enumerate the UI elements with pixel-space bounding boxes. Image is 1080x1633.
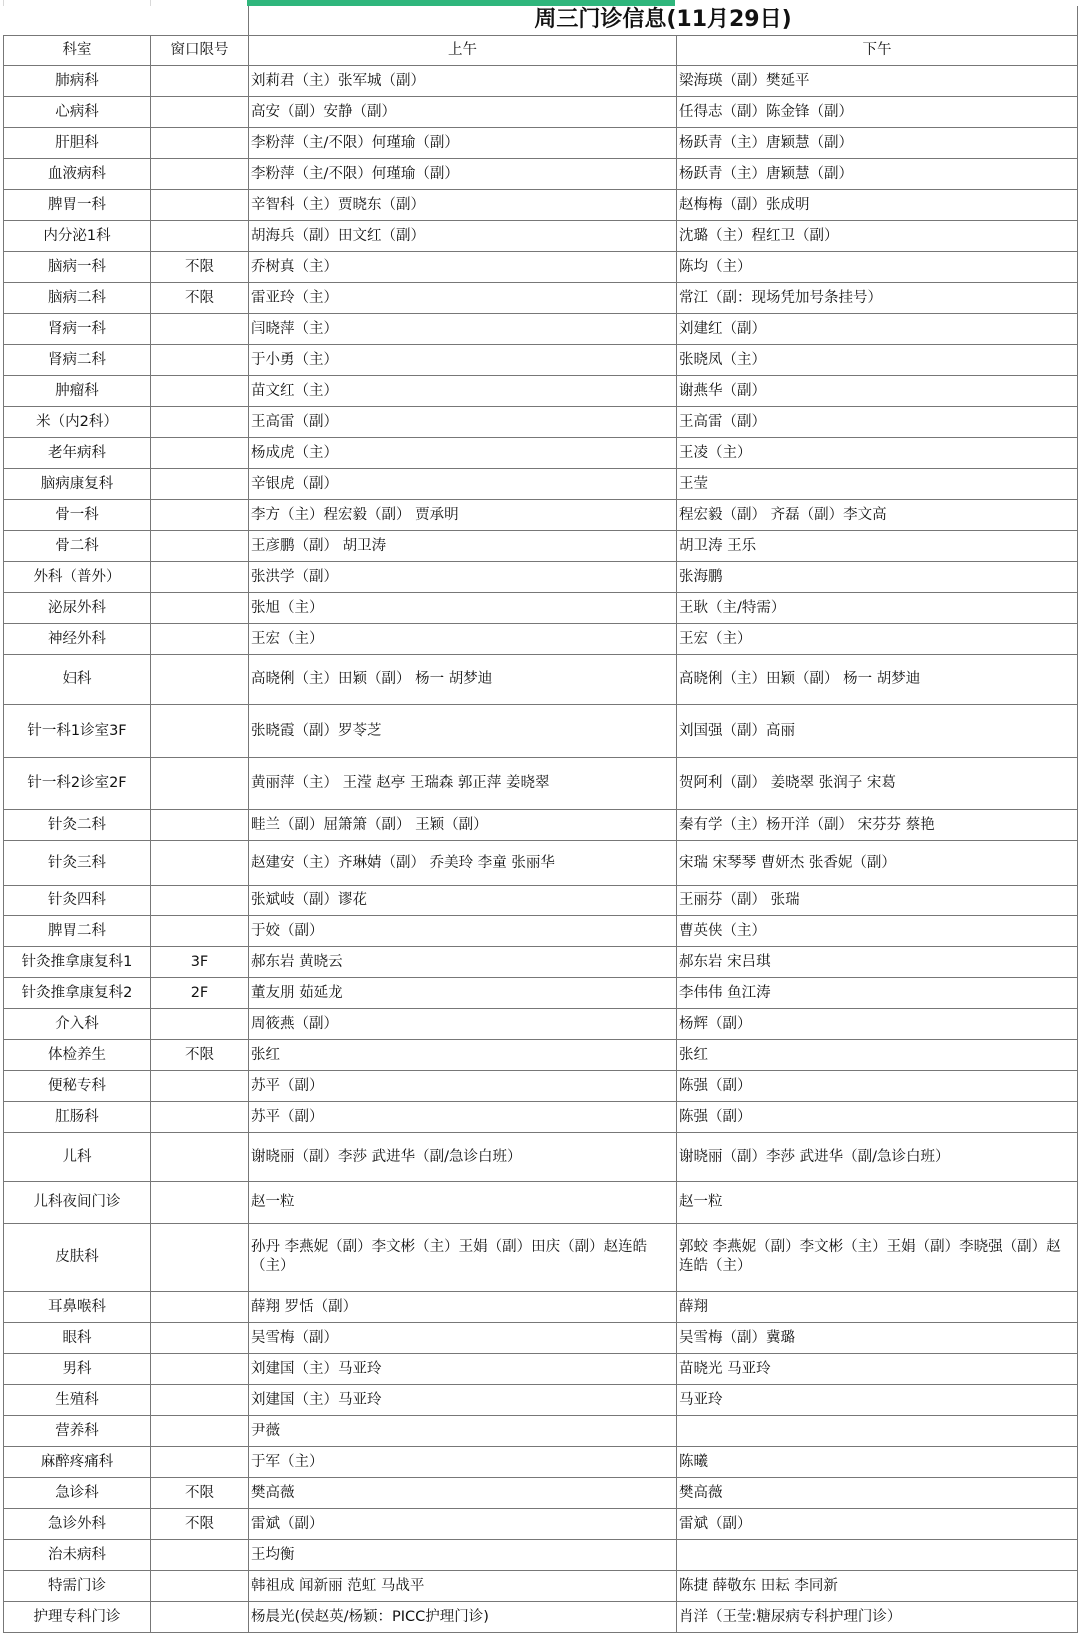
am-cell: 吴雪梅（副） [249,1322,677,1353]
title-blank-cell [4,6,151,35]
dept-cell: 针一科2诊室2F [4,757,151,809]
dept-cell: 泌尿外科 [4,592,151,623]
table-row [4,375,1078,406]
limit-cell [151,1539,249,1570]
pm-cell: 高晓俐（主）田颖（副） 杨一 胡梦迪 [677,654,1078,704]
am-cell: 李粉萍（主/不限）何瑾瑜（副） [249,127,677,158]
limit-cell [151,530,249,561]
am-cell: 赵建安（主）齐琳婧（副） 乔美玲 李童 张丽华 [249,840,677,885]
dept-cell: 肺病科 [4,65,151,96]
table-row [4,189,1078,220]
pm-cell: 沈璐（主）程红卫（副） [677,220,1078,251]
am-cell: 张斌岐（副）谬花 [249,885,677,915]
limit-cell [151,654,249,704]
table-row [4,1008,1078,1039]
table-row [4,623,1078,654]
limit-cell [151,96,249,127]
pm-cell: 吴雪梅（副）冀璐 [677,1322,1078,1353]
dept-cell: 儿科夜间门诊 [4,1181,151,1223]
dept-cell: 体检养生 [4,1039,151,1070]
am-cell: 于姣（副） [249,915,677,946]
dept-cell: 治未病科 [4,1539,151,1570]
pm-cell: 王莹 [677,468,1078,499]
dept-cell: 急诊外科 [4,1508,151,1539]
table-row [4,344,1078,375]
pm-cell: 李伟伟 鱼江涛 [677,977,1078,1008]
pm-cell: 张海鹏 [677,561,1078,592]
dept-cell: 针灸推拿康复科1 [4,946,151,977]
pm-cell: 陈强（副） [677,1070,1078,1101]
dept-cell: 肾病一科 [4,313,151,344]
am-cell: 周筱燕（副） [249,1008,677,1039]
table-row [4,1101,1078,1132]
am-cell: 张晓霞（副）罗苓芝 [249,704,677,757]
dept-cell: 生殖科 [4,1384,151,1415]
limit-cell [151,1181,249,1223]
limit-cell: 不限 [151,251,249,282]
am-cell: 畦兰（副）屈箫箫（副） 王颖（副） [249,809,677,840]
dept-cell: 脾胃二科 [4,915,151,946]
am-cell: 王宏（主） [249,623,677,654]
limit-cell [151,1008,249,1039]
pm-cell: 苗晓光 马亚玲 [677,1353,1078,1384]
limit-cell: 2F [151,977,249,1008]
table-row [4,468,1078,499]
pm-cell: 张晓凤（主） [677,344,1078,375]
am-cell: 孙丹 李燕妮（副）李文彬（主）王娟（副）田庆（副）赵连皓（主） [249,1223,677,1291]
dept-cell: 介入科 [4,1008,151,1039]
table-row [4,809,1078,840]
dept-cell: 肿瘤科 [4,375,151,406]
limit-cell [151,344,249,375]
dept-cell: 妇科 [4,654,151,704]
dept-cell: 针灸二科 [4,809,151,840]
dept-cell: 脑病二科 [4,282,151,313]
limit-cell [151,757,249,809]
dept-cell: 便秘专科 [4,1070,151,1101]
pm-cell: 雷斌（副） [677,1508,1078,1539]
dept-cell: 肛肠科 [4,1101,151,1132]
limit-cell [151,704,249,757]
am-cell: 于军（主） [249,1446,677,1477]
pm-cell: 肖洋（王莹:糖尿病专科护理门诊） [677,1601,1078,1632]
pm-cell: 胡卫涛 王乐 [677,530,1078,561]
limit-cell [151,885,249,915]
limit-cell [151,220,249,251]
limit-cell [151,1384,249,1415]
limit-cell [151,1415,249,1446]
pm-cell: 刘国强（副）高丽 [677,704,1078,757]
pm-cell: 陈曦 [677,1446,1078,1477]
limit-cell [151,561,249,592]
limit-cell [151,1223,249,1291]
pm-cell: 杨辉（副） [677,1008,1078,1039]
am-cell: 杨成虎（主） [249,437,677,468]
pm-cell: 王宏（主） [677,623,1078,654]
am-cell: 王均衡 [249,1539,677,1570]
am-cell: 苏平（副） [249,1101,677,1132]
table-row [4,1601,1078,1632]
dept-cell: 骨一科 [4,499,151,530]
table-row [4,1415,1078,1446]
page-title: 周三门诊信息(11月29日) [249,6,1078,35]
dept-cell: 肾病二科 [4,344,151,375]
limit-cell [151,1101,249,1132]
table-row [4,1223,1078,1291]
table-row [4,757,1078,809]
limit-cell [151,1132,249,1181]
table-row [4,1322,1078,1353]
limit-cell [151,915,249,946]
table-row [4,1353,1078,1384]
limit-cell [151,158,249,189]
am-cell: 韩祖成 闻新丽 范虹 马战平 [249,1570,677,1601]
pm-cell: 张红 [677,1039,1078,1070]
pm-cell: 王高雷（副） [677,406,1078,437]
pm-cell: 郭蛟 李燕妮（副）李文彬（主）王娟（副）李晓强（副）赵连皓（主） [677,1223,1078,1291]
header-row [4,35,1078,65]
am-cell: 黄丽萍（主） 王滢 赵亭 王瑞森 郭正萍 姜晓翠 [249,757,677,809]
pm-cell: 贺阿利（副） 姜晓翠 张润子 宋葛 [677,757,1078,809]
title-row [4,6,1078,35]
limit-cell [151,499,249,530]
pm-cell: 王耿（主/特需） [677,592,1078,623]
table-row [4,499,1078,530]
pm-cell: 郝东岩 宋吕琪 [677,946,1078,977]
table-row [4,1039,1078,1070]
table-row [4,406,1078,437]
am-cell: 李粉萍（主/不限）何瑾瑜（副） [249,158,677,189]
pm-cell: 陈均（主） [677,251,1078,282]
table-row [4,977,1078,1008]
pm-cell: 任得志（副）陈金锋（副） [677,96,1078,127]
am-cell: 高安（副）安静（副） [249,96,677,127]
am-cell: 王彦鹏（副） 胡卫涛 [249,530,677,561]
table-row [4,65,1078,96]
pm-cell: 杨跃青（主）唐颖慧（副） [677,158,1078,189]
table-row [4,437,1078,468]
limit-cell [151,437,249,468]
am-cell: 苏平（副） [249,1070,677,1101]
dept-cell: 肝胆科 [4,127,151,158]
pm-cell: 梁海瑛（副）樊延平 [677,65,1078,96]
am-cell: 张旭（主） [249,592,677,623]
limit-cell [151,313,249,344]
am-cell: 尹薇 [249,1415,677,1446]
table-row [4,220,1078,251]
dept-cell: 脑病康复科 [4,468,151,499]
am-cell: 杨晨光(侯赵英/杨颖：PICC护理门诊) [249,1601,677,1632]
pm-cell: 谢晓丽（副）李莎 武进华（副/急诊白班） [677,1132,1078,1181]
limit-cell [151,406,249,437]
am-cell: 谢晓丽（副）李莎 武进华（副/急诊白班） [249,1132,677,1181]
dept-cell: 眼科 [4,1322,151,1353]
header-dept: 科室 [4,35,151,65]
table-row [4,1477,1078,1508]
table-row [4,530,1078,561]
table-row [4,840,1078,885]
limit-cell: 不限 [151,1508,249,1539]
am-cell: 雷斌（副） [249,1508,677,1539]
dept-cell: 骨二科 [4,530,151,561]
table-row [4,1508,1078,1539]
am-cell: 辛银虎（副） [249,468,677,499]
dept-cell: 麻醉疼痛科 [4,1446,151,1477]
limit-cell: 3F [151,946,249,977]
am-cell: 辛智科（主）贾晓东（副） [249,189,677,220]
dept-cell: 急诊科 [4,1477,151,1508]
dept-cell: 血液病科 [4,158,151,189]
table-row [4,251,1078,282]
am-cell: 刘建国（主）马亚玲 [249,1353,677,1384]
am-cell: 李方（主）程宏毅（副） 贾承明 [249,499,677,530]
dept-cell: 男科 [4,1353,151,1384]
am-cell: 赵一粒 [249,1181,677,1223]
table-row [4,946,1078,977]
pm-cell [677,1415,1078,1446]
limit-cell: 不限 [151,282,249,313]
table-row [4,1070,1078,1101]
dept-cell: 针灸推拿康复科2 [4,977,151,1008]
am-cell: 薛翔 罗恬（副） [249,1291,677,1322]
limit-cell [151,809,249,840]
am-cell: 刘莉君（主）张军城（副） [249,65,677,96]
am-cell: 张红 [249,1039,677,1070]
limit-cell [151,1291,249,1322]
pm-cell: 常江（副：现场凭加号条挂号） [677,282,1078,313]
am-cell: 胡海兵（副）田文红（副） [249,220,677,251]
pm-cell: 王丽芬（副） 张瑞 [677,885,1078,915]
am-cell: 刘建国（主）马亚玲 [249,1384,677,1415]
limit-cell [151,127,249,158]
pm-cell [677,1539,1078,1570]
dept-cell: 针灸三科 [4,840,151,885]
pm-cell: 薛翔 [677,1291,1078,1322]
am-cell: 郝东岩 黄晓云 [249,946,677,977]
pm-cell: 马亚玲 [677,1384,1078,1415]
limit-cell [151,840,249,885]
am-cell: 雷亚玲（主） [249,282,677,313]
am-cell: 闫晓萍（主） [249,313,677,344]
dept-cell: 皮肤科 [4,1223,151,1291]
limit-cell [151,1601,249,1632]
dept-cell: 内分泌1科 [4,220,151,251]
limit-cell [151,1070,249,1101]
limit-cell [151,592,249,623]
limit-cell [151,65,249,96]
dept-cell: 脑病一科 [4,251,151,282]
dept-cell: 针一科1诊室3F [4,704,151,757]
dept-cell: 营养科 [4,1415,151,1446]
pm-cell: 王凌（主） [677,437,1078,468]
table-row [4,158,1078,189]
dept-cell: 神经外科 [4,623,151,654]
table-row [4,561,1078,592]
table-row [4,96,1078,127]
pm-cell: 陈强（副） [677,1101,1078,1132]
dept-cell: 老年病科 [4,437,151,468]
dept-cell: 儿科 [4,1132,151,1181]
pm-cell: 赵梅梅（副）张成明 [677,189,1078,220]
table-row [4,915,1078,946]
pm-cell: 陈捷 薛敬东 田耘 李同新 [677,1570,1078,1601]
pm-cell: 刘建红（副） [677,313,1078,344]
header-am: 上午 [249,35,677,65]
dept-cell: 针灸四科 [4,885,151,915]
limit-cell [151,1570,249,1601]
am-cell: 王高雷（副） [249,406,677,437]
limit-cell [151,1446,249,1477]
limit-cell: 不限 [151,1477,249,1508]
am-cell: 于小勇（主） [249,344,677,375]
table-row [4,1446,1078,1477]
am-cell: 高晓俐（主）田颖（副） 杨一 胡梦迪 [249,654,677,704]
header-pm: 下午 [677,35,1078,65]
header-limit: 窗口限号 [151,35,249,65]
table-row [4,885,1078,915]
table-row [4,1291,1078,1322]
pm-cell: 秦有学（主）杨开洋（副） 宋芬芬 蔡艳 [677,809,1078,840]
am-cell: 董友朋 茹延龙 [249,977,677,1008]
table-row [4,1539,1078,1570]
table-row [4,704,1078,757]
table-row [4,1132,1078,1181]
limit-cell [151,1322,249,1353]
title-blank-cell [151,6,249,35]
dept-cell: 护理专科门诊 [4,1601,151,1632]
limit-cell [151,375,249,406]
pm-cell: 曹英侠（主） [677,915,1078,946]
limit-cell [151,189,249,220]
table-row [4,282,1078,313]
limit-cell [151,1353,249,1384]
dept-cell: 米（内2科） [4,406,151,437]
am-cell: 苗文红（主） [249,375,677,406]
dept-cell: 脾胃一科 [4,189,151,220]
pm-cell: 谢燕华（副） [677,375,1078,406]
am-cell: 乔树真（主） [249,251,677,282]
table-row [4,654,1078,704]
limit-cell: 不限 [151,1039,249,1070]
dept-cell: 心病科 [4,96,151,127]
limit-cell [151,623,249,654]
pm-cell: 程宏毅（副） 齐磊（副）李文高 [677,499,1078,530]
am-cell: 樊高薇 [249,1477,677,1508]
pm-cell: 宋瑞 宋琴琴 曹妍杰 张香妮（副） [677,840,1078,885]
table-row [4,1570,1078,1601]
dept-cell: 耳鼻喉科 [4,1291,151,1322]
limit-cell [151,468,249,499]
dept-cell: 特需门诊 [4,1570,151,1601]
table-row [4,592,1078,623]
dept-cell: 外科（普外） [4,561,151,592]
table-row [4,1181,1078,1223]
table-row [4,1384,1078,1415]
pm-cell: 赵一粒 [677,1181,1078,1223]
am-cell: 张洪学（副） [249,561,677,592]
table-row [4,127,1078,158]
outpatient-schedule-table [3,6,1078,1633]
pm-cell: 樊高薇 [677,1477,1078,1508]
pm-cell: 杨跃青（主）唐颖慧（副） [677,127,1078,158]
table-row [4,313,1078,344]
